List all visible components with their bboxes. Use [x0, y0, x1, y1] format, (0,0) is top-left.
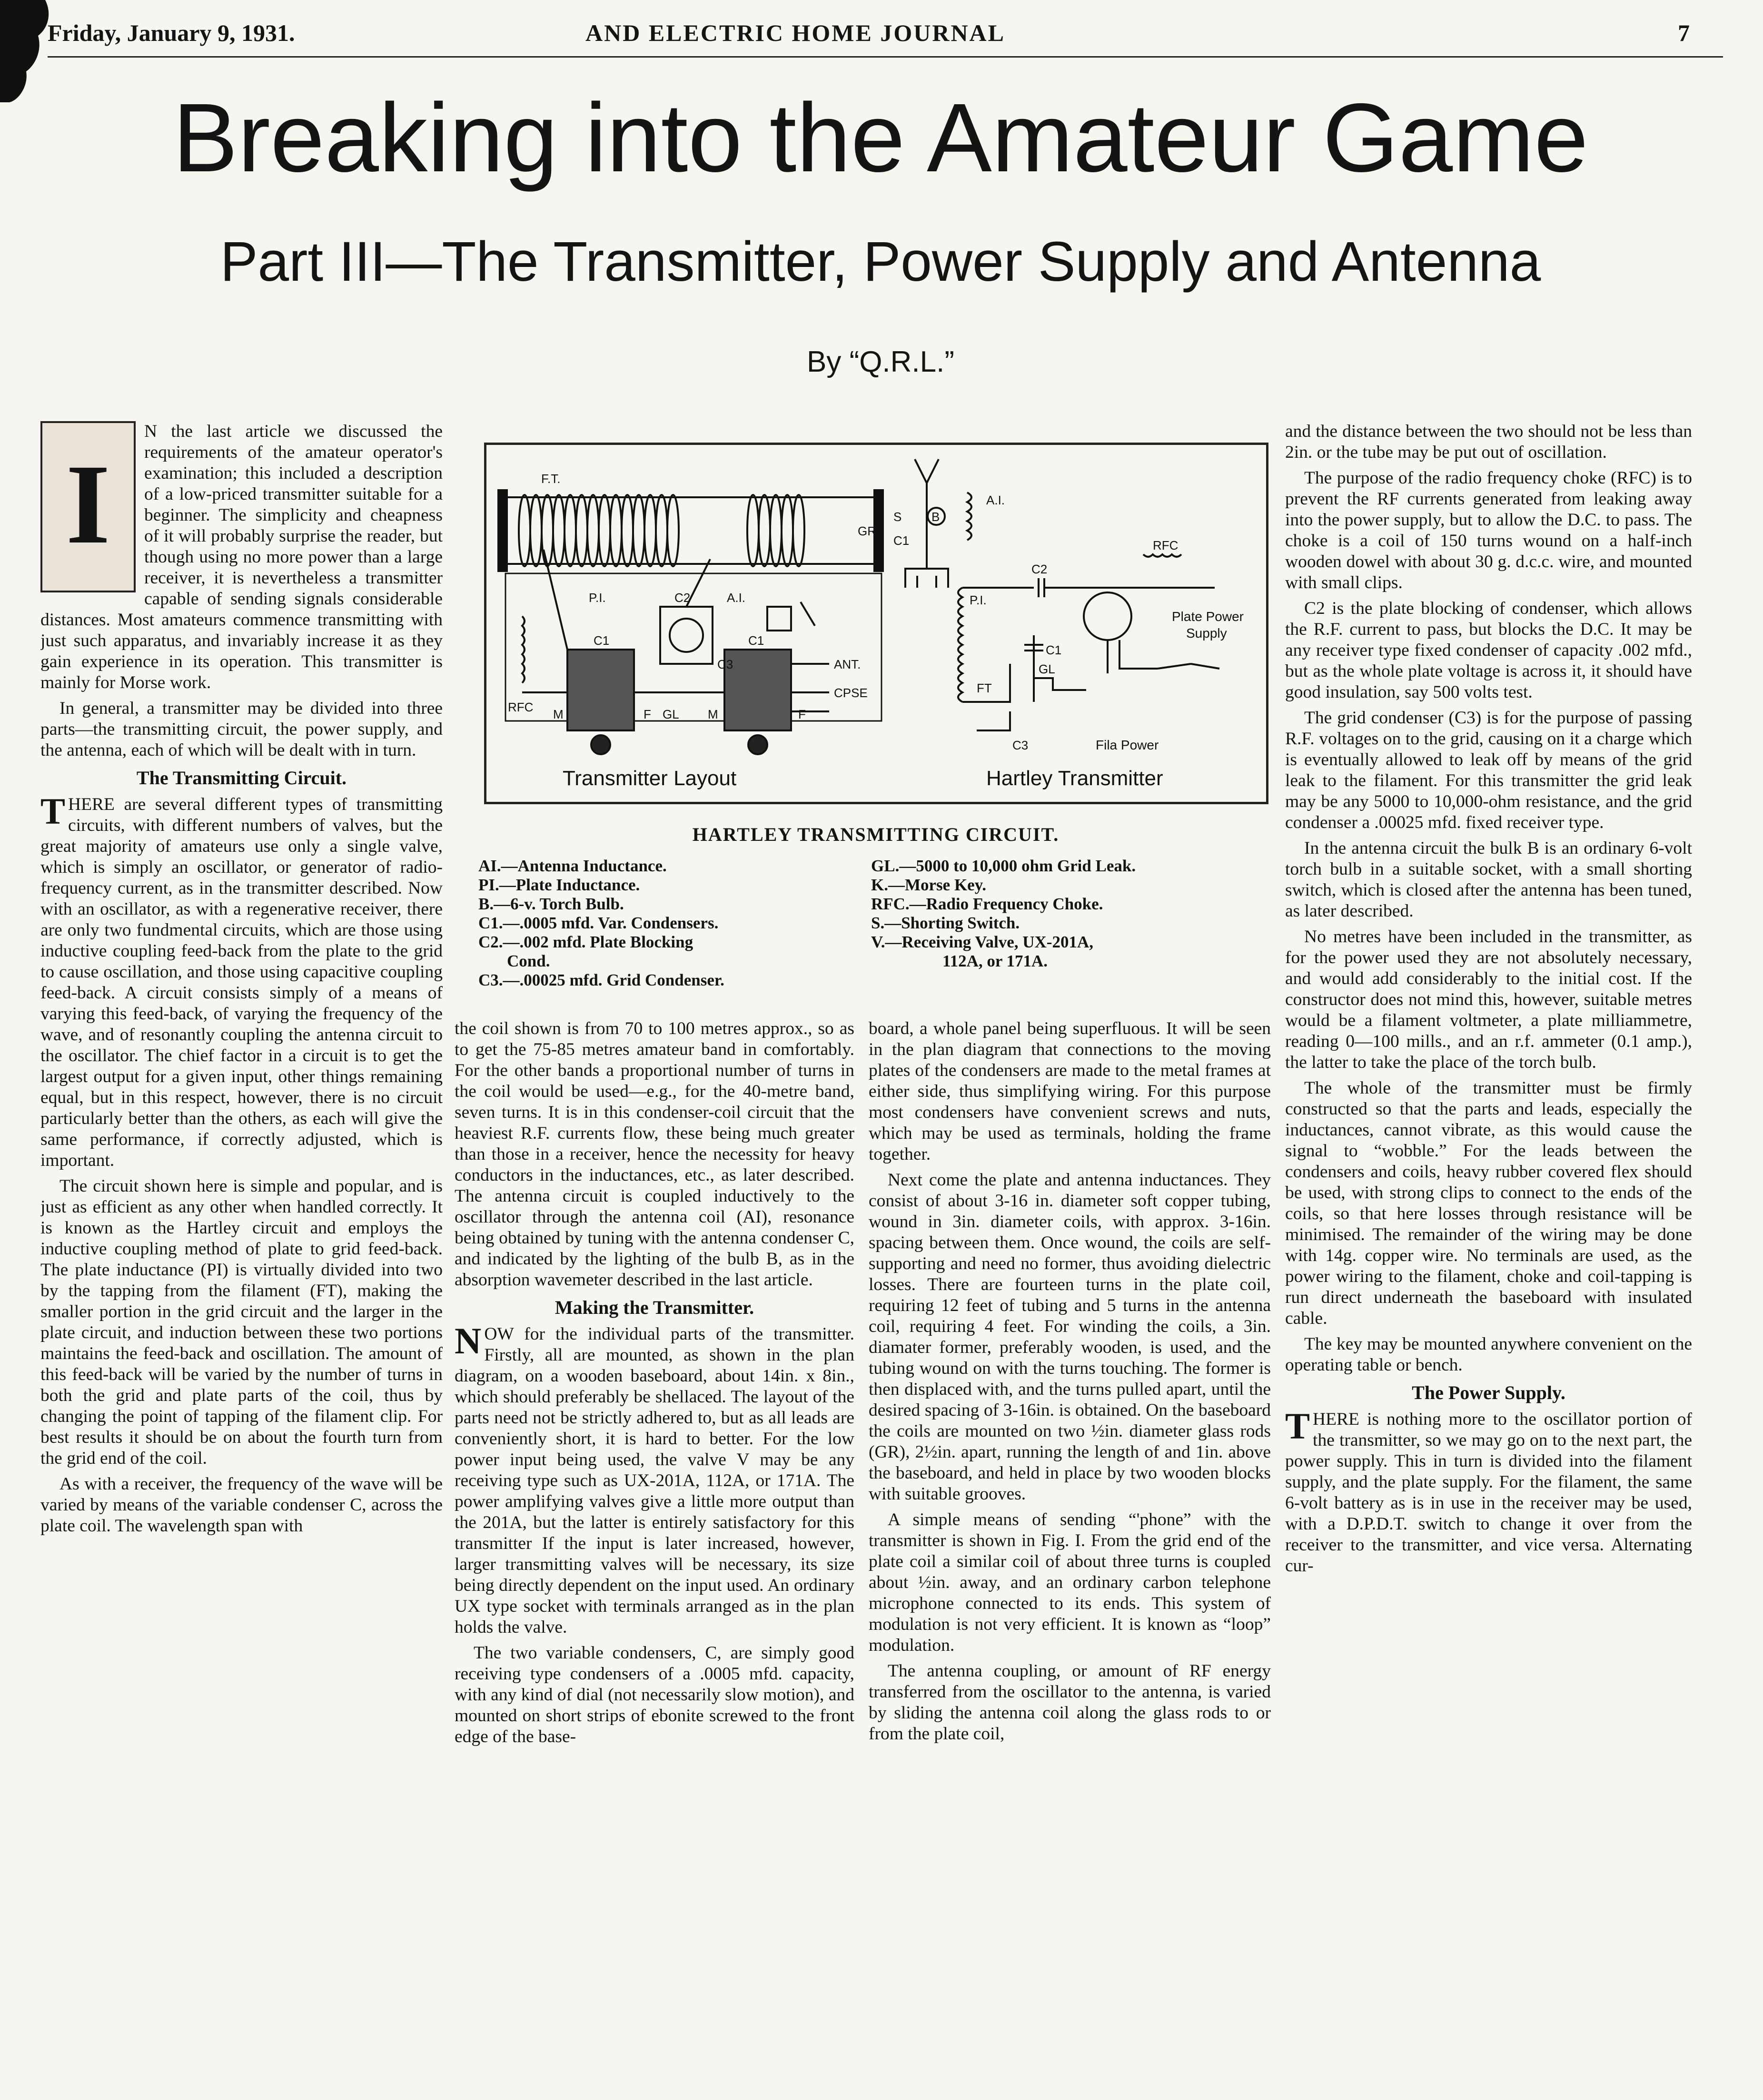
lbl-m2: M [708, 707, 718, 721]
lbl-m1: M [553, 707, 564, 721]
paragraph: THERE are several different types of transmitting circuits, with different numbers of valves, but the great majority of amateurs use only a single valve, which is simply an oscillator, or generator of radio-frequency current, as in the transmitter described. Now with an oscillator, as with a regenerative receiver, there are only two fundmental circuits, which are those using inductive coupling feed-back from the plate to the grid to cause oscillation, and those using capacitive coupling feed-back. A circuit consists simply of a means of varying this feed-back, of varying the frequency of the wave, and of resonantly coupling the antenna circuit to the oscillator. The chief factor in a circuit is to get the largest output for a given input, other things remaining equal, but in this respect, however, there is no circuit particularly better than the others, as each will give the same performance, if correctly adjusted, which is important. [40, 790, 443, 1170]
coil-turn [667, 495, 679, 566]
slbl-ai: A.I. [986, 493, 1005, 507]
schematic-drawing [905, 459, 1219, 730]
legend-left [478, 857, 859, 990]
paragraph: The purpose of the radio frequency choke (RFC) is to prevent the RF currents generated from leaking away into the power supply, but to allow the D.C. to pass. The choke is a coil of 150 turns wound on a half-inch wooden dowel with about 30 g. d.c.c. wire, and mounted with small clips. [1285, 468, 1692, 592]
slbl-b: B [931, 510, 940, 524]
paragraph: As with a receiver, the frequency of the wave will be varied by means of the variable condenser C, across the plate coil. The wavelength span with [40, 1474, 443, 1536]
section-heading: The Power Supply. [1412, 1382, 1565, 1403]
column-3 [869, 1018, 1271, 2082]
legend-item: Cond. [507, 952, 550, 970]
lbl-f1: F [644, 707, 651, 721]
paragraph: board, a whole panel being superfluous. It will be seen in the plan diagram that connections to the moving plates of the condensers are made to the metal frames at either side, thus simplifying wiring. For this purpose most condensers have convenient screws and nuts, which may be used as terminals, holding the frame together. [869, 1019, 1271, 1164]
coil-turn [519, 495, 530, 566]
lbl-f2: F [798, 707, 806, 721]
slbl-pi: P.I. [970, 593, 987, 607]
coil-turn [622, 495, 633, 566]
paragraph: The two variable condensers, C, are simply good receiving type condensers of a .0005 mfd. capacity, with any kind of dial (not necessarily slow motion), and mounted on short strips of ebonite screwed to the front edge of the base- [455, 1643, 854, 1746]
coil-turn [793, 495, 804, 566]
column-2 [455, 1018, 854, 2082]
article-subtitle: Part III—The Transmitter, Power Supply and Antenna [220, 230, 1541, 293]
figure-caption: HARTLEY TRANSMITTING CIRCUIT. [692, 824, 1060, 845]
column-4 [1285, 421, 1692, 2082]
paragraph: and the distance between the two should not be less than 2in. or the tube may be put out of oscillation. [1285, 422, 1692, 462]
paragraph: The antenna coupling, or amount of RF energy transferred from the oscillator to the antenna, is varied by sliding the antenna coil along the glass rods to or from the plate coil, [869, 1661, 1271, 1744]
lbl-rfc: RFC [508, 700, 534, 714]
legend-item: C1.—.0005 mfd. Var. Condensers. [478, 914, 719, 932]
legend-item: RFC.—Radio Frequency Choke. [871, 895, 1103, 913]
slbl-gl: GL [1039, 662, 1055, 676]
layout-title: Transmitter Layout [563, 767, 737, 790]
legend-right [871, 857, 1276, 971]
lbl-c1a: C1 [594, 633, 610, 648]
lbl-c1b: C1 [748, 633, 764, 648]
lbl-pi: P.I. [589, 591, 606, 605]
lbl-ai: A.I. [727, 591, 746, 605]
paragraph: Next come the plate and antenna inductances. They consist of about 3-16 in. diameter soft copper tubing, wound in 3in. diameter coils, with approx. 3-16in. spacing between them. Once wound, the coils are self-supporting and need no former, thus avoiding dielectric losses. There are fourteen turns in the plate coil, requiring 12 feet of tubing and 5 turns in the antenna coil, requiring 4 feet. For winding the coils, a 3in. diamater former, preferably wooden, is used, and the tubing wound on with the turns touching. The former is then displaced with, and the turns pulled apart, until the desired spacing of 3-16in. is obtained. On the baseboard the coils are mounted on two ½in. diameter glass rods (GR), 2½in. apart, running the length of and 1in. above the baseboard, and held in place by two wooden blocks with suitable grooves. [869, 1170, 1271, 1504]
legend-item: 112A, or 171A. [942, 952, 1048, 970]
running-head [48, 19, 1690, 52]
slbl-ft: FT [977, 681, 992, 695]
legend-item: S.—Shorting Switch. [871, 914, 1020, 932]
paragraph: No metres have been included in the transmitter, as for the power used they are not absolutely necessary, and would add considerably to the initial cost. If the constructor does not mind this, however, suitable metres would be a filament voltmeter, a plate milliammetre, reading 0—100 mills., and an r.f. ammeter (0.1 amp.), the latter to take the place of the torch bulb. [1285, 927, 1692, 1072]
issue-date: Friday, January 9, 1931. [48, 20, 295, 46]
legend-item: PI.—Plate Inductance. [478, 876, 640, 894]
coil-turn [542, 495, 553, 566]
article-byline: By “Q.R.L.” [806, 345, 955, 378]
paragraph: NOW for the individual parts of the transmitter. Firstly, all are mounted, as shown in the plan diagram, on a wooden baseboard, about 14in. x 8in., which should preferably be shellaced. The layout of the parts need not be strictly adhered to, but as all leads are conveniently short, it is hard to better. For the low power input being used, the valve V may be any receiving type such as UX-201A, 112A, or 171A. The power amplifying valves give a little more output than the 201A, but the latter is entirely satisfactory for this transmitter If the input is later increased, however, larger transmitting valves will be necessary, its size being directly dependent on the input used. An ordinary UX type socket with terminals arranged as in the plan holds the valve. [455, 1320, 854, 1637]
lbl-c2: C2 [674, 591, 691, 605]
drop-cap: I [40, 421, 136, 592]
slbl-c2: C2 [1031, 562, 1048, 576]
coil-turn [633, 495, 644, 566]
article-title: Breaking into the Amateur Game [172, 83, 1589, 192]
paragraph: In the antenna circuit the bulk B is an ordinary 6-volt torch bulb in a suitable socket, with a small shorting switch, which is closed after the antenna has been tuned, as later described. [1285, 838, 1692, 921]
coil-turn [565, 495, 576, 566]
slbl-c1: C1 [893, 533, 910, 548]
lbl-gl: GL [663, 707, 679, 721]
legend-item: V.—Receiving Valve, UX-201A, [871, 933, 1093, 951]
paragraph: The grid condenser (C3) is for the purpose of passing R.F. voltages on to the grid, causing on it a charge which is eventually allowed to leak off by means of the grid leak to the filament. For this transmitter the grid leak may be any 5000 to 10,000-ohm resistance, and the grid condenser a .00025 mfd. fixed receiver type. [1285, 708, 1692, 832]
coil-turn [553, 495, 565, 566]
coil-turn [747, 495, 759, 566]
coil-turn [599, 495, 610, 566]
schematic-labels [893, 493, 1244, 752]
paragraph: C2 is the plate blocking of condenser, which allows the R.F. current to pass, but blocks the D.C. It may be any receiver type fixed condenser of capacity .002 mfd., but as the whole plate voltage is across it, it should have good insulation, say 500 volts test. [1285, 599, 1692, 702]
slbl-plate-power: Plate Power [1172, 609, 1244, 624]
coil-turn [759, 495, 770, 566]
paragraph: In general, a transmitter may be divided into three parts—the transmitting circuit, the power supply, and the antenna, each of which will be dealt with in turn. [40, 699, 443, 760]
slbl-supply: Supply [1186, 626, 1227, 641]
section-heading: Making the Transmitter. [555, 1297, 754, 1318]
slbl-fila-power: Fila Power [1096, 738, 1159, 752]
paragraph: The circuit shown here is simple and popular, and is just as efficient as any other when handled correctly. It is known as the Hartley circuit and employs the inductive coupling method of plate to grid feed-back. The plate inductance (PI) is virtually divided into two by the tapping from the filament (FT), making the smaller portion in the grid circuit and the larger in the plate circuit, and induction between these two portions maintains the feed-back and oscillation. The amount of this feed-back will be varied by the number of turns in both the grid and plate parts of the coil, thus by changing the point of tapping of the filament clip. For best results it should be on about the fourth turn from the grid end of the coil. [40, 1176, 443, 1468]
slbl-c1b: C1 [1046, 643, 1062, 657]
coil-turn [610, 495, 622, 566]
legend-item: GL.—5000 to 10,000 ohm Grid Leak. [871, 857, 1136, 875]
slbl-rfc: RFC [1153, 538, 1179, 552]
legend-item: C2.—.002 mfd. Plate Blocking [478, 933, 693, 951]
coil-turn [656, 495, 667, 566]
lbl-cpse: CPSE [834, 686, 868, 700]
lbl-gr: GR [858, 524, 876, 538]
paragraph: The key may be mounted anywhere convenient on the operating table or bench. [1285, 1334, 1692, 1375]
coil-turn [782, 495, 793, 566]
legend-item: K.—Morse Key. [871, 876, 987, 894]
slbl-c3: C3 [1012, 738, 1029, 752]
lbl-c3: C3 [717, 657, 733, 671]
paragraph: N the last article we discussed the requirements of the amateur operator's examination; this included a description of a low-priced transmitter suitable for a beginner. The simplicity and cheapness of it will probably surprise the reader, but though using no more power than a large receiver, it is nevertheless a transmitter capable of sending signals considerable distances. Most amateurs commence transmitting with just such apparatus, and invariably increase it as they gain experience in its operation. This transmitter is mainly for Morse work. [40, 422, 443, 692]
column-1 [40, 421, 443, 2082]
header-rule [48, 56, 1723, 58]
lbl-ant: ANT. [834, 657, 861, 671]
paragraph: A simple means of sending “'phone” with the transmitter is shown in Fig. I. From the grid end of the plate coil a similar coil of about three turns is coupled about ½in. away, and an ordinary carbon telephone microphone connected to its ends. This system of modulation is not very efficient. It is known as “loop” modulation. [869, 1510, 1271, 1655]
coil-turn [576, 495, 587, 566]
circuit-diagram [486, 445, 1266, 802]
slbl-s: S [893, 510, 902, 524]
paragraph: the coil shown is from 70 to 100 metres approx., so as to get the 75-85 metres amateur band in comfortably. For the other bands a proportional number of turns in the coil would be used—e.g., for the 40-metre band, seven turns. It is in this condenser-coil circuit that the heaviest R.F. currents flow, these being much greater than those in a receiver, hence the necessity for heavy conductors in the inductances, etc., as later described. The antenna circuit is coupled inductively to the oscillator through the antenna coil (AI), resonance being obtained by tuning with the antenna condenser C, and indicated by the lighting of the bulb B, as in the absorption wavemeter described in the last article. [455, 1019, 854, 1290]
lbl-ft: F.T. [541, 472, 561, 486]
schematic-title: Hartley Transmitter [986, 767, 1163, 790]
coil-turn [587, 495, 599, 566]
coil-turn [770, 495, 782, 566]
legend-item: AI.—Antenna Inductance. [478, 857, 667, 875]
legend-item: C3.—.00025 mfd. Grid Condenser. [478, 971, 724, 989]
paragraph: THERE is nothing more to the oscillator portion of the transmitter, so we may go on to the next part, the power supply. This in turn is divided into the filament supply, and the plate supply. For the filament, the same 6-volt battery as is in use in the receiver may be used, with a D.P.D.T. switch to change it over from the receiver to the transmitter, and vice versa. Alternating cur- [1285, 1405, 1692, 1576]
circuit-figure [484, 443, 1268, 804]
coil-turn [530, 495, 542, 566]
section-heading: The Transmitting Circuit. [136, 767, 347, 789]
paragraph: The whole of the transmitter must be firmly constructed so that the parts and leads, especially the inductances, cannot vibrate, as this would cause the signal to “wobble.” For the leads between the condensers and coils, heavy rubber covered flex should be used, with strong clips to connect to the ends of the coils, so that here losses through resistance will be minimised. The remainder of the wiring may be done with 14g. copper wire. No terminals are used, as the power wiring to the filament, choke and coil-tapping is run direct underneath the baseboard with insulated cable. [1285, 1078, 1692, 1328]
legend-item: B.—6-v. Torch Bulb. [478, 895, 624, 913]
journal-name: AND ELECTRIC HOME JOURNAL [585, 20, 1006, 46]
page-number: 7 [1678, 20, 1690, 46]
coil-turn [644, 495, 656, 566]
